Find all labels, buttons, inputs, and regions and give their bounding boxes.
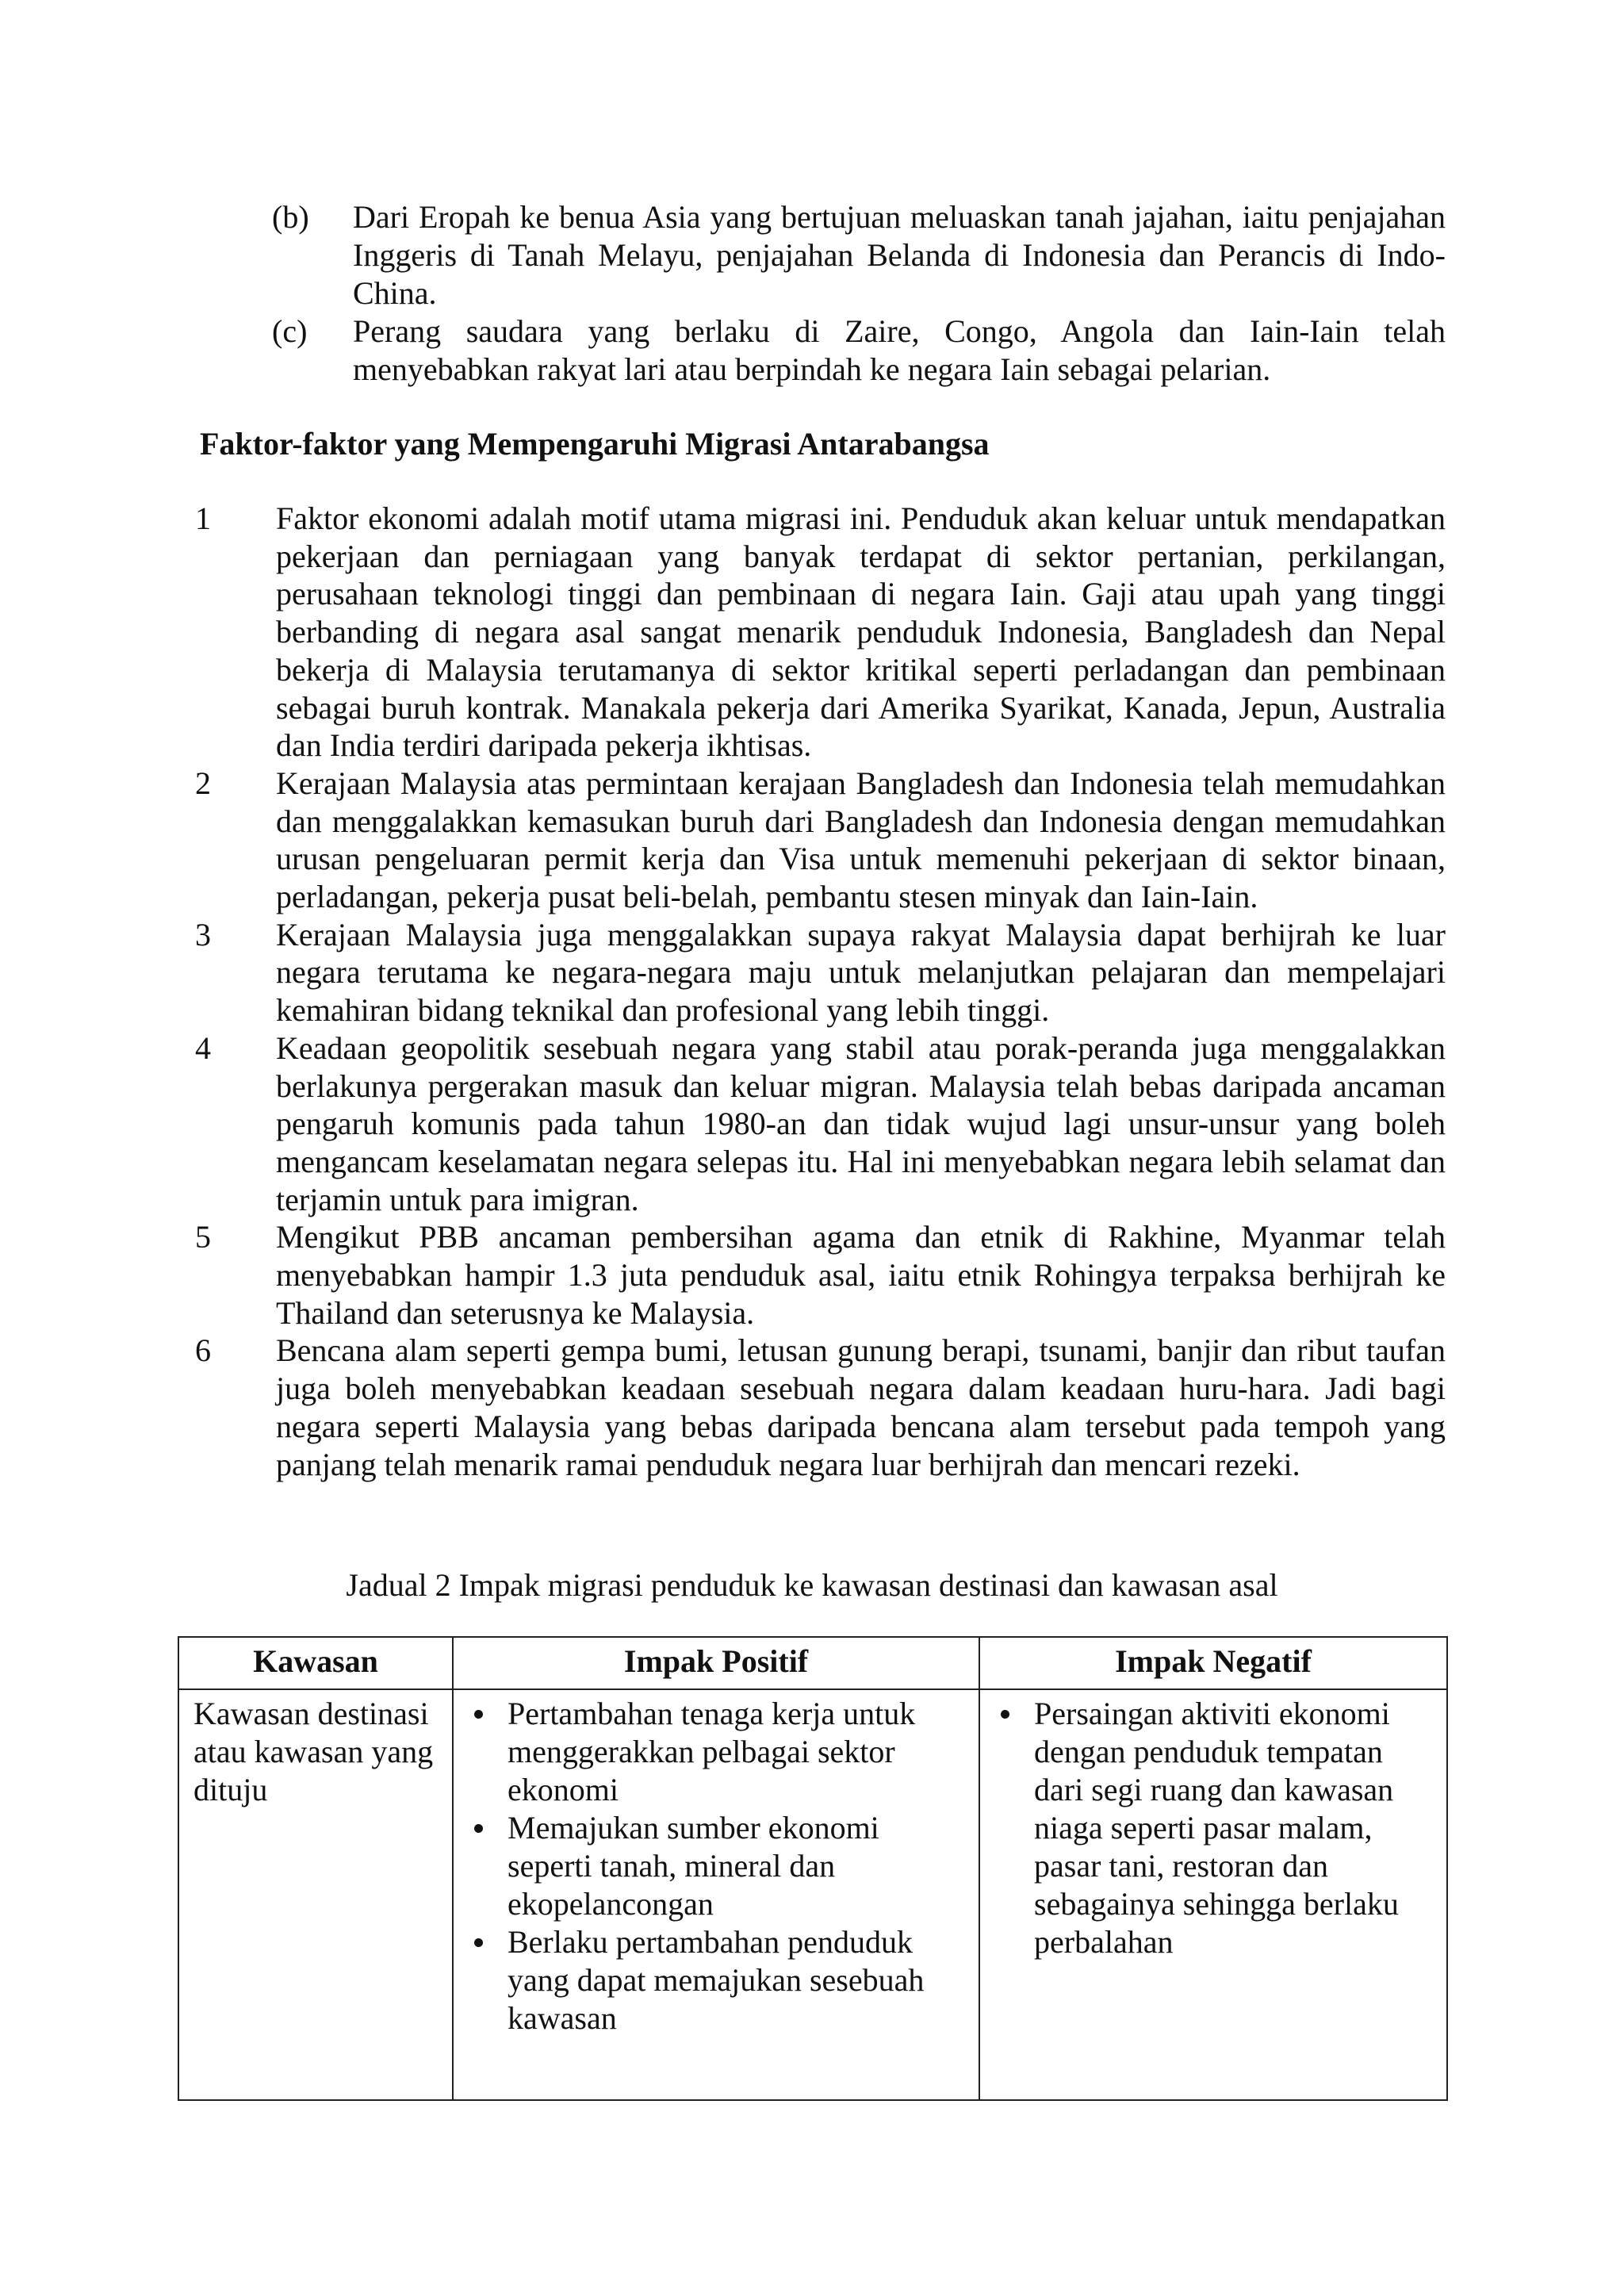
table-row bbox=[178, 1689, 1447, 2100]
list-text: Kerajaan Malaysia atas permintaan kerajaan Bangladesh dan Indonesia telah memudahkan dan menggalakkan kemasukan buruh dari Bangladesh dan Indonesia dengan memudahkan urusan pengeluaran permit kerja dan Visa untuk memenuhi pekerjaan di sektor binaan, perladangan, pekerja pusat beli-belah, pembantu stesen minyak dan Iain-Iain. bbox=[276, 765, 1446, 915]
list-number: 4 bbox=[195, 1029, 211, 1066]
table-caption: Jadual 2 Impak migrasi penduduk ke kawasan destinasi dan kawasan asal bbox=[346, 1567, 1278, 1603]
lettered-list bbox=[272, 198, 1446, 389]
impact-table bbox=[178, 1636, 1448, 2101]
list-text: Perang saudara yang berlaku di Zaire, Congo, Angola dan Iain-Iain telah menyebabkan rakyat lari atau berpindah ke negara Iain sebagai pelarian. bbox=[353, 313, 1446, 387]
list-number: 5 bbox=[195, 1219, 211, 1255]
lettered-item-c bbox=[272, 312, 1446, 389]
list-label: (b) bbox=[272, 199, 309, 235]
cell-kawasan: Kawasan destinasi atau kawasan yang dituju bbox=[178, 1689, 453, 2100]
list-text: Keadaan geopolitik sesebuah negara yang stabil atau porak-peranda juga menggalakkan berlakunya pergerakan masuk dan keluar migran. Malaysia telah bebas daripada ancaman pengaruh komunis pada tahun 1980-an dan tidak wujud lagi unsur-unsur yang boleh mengancam keselamatan negara selepas itu. Hal ini menyebabkan negara lebih selamat dan terjamin untuk para imigran. bbox=[276, 1029, 1446, 1217]
list-number: 1 bbox=[195, 500, 211, 536]
numbered-item-3 bbox=[195, 916, 1446, 1029]
numbered-item-5 bbox=[195, 1218, 1446, 1332]
negative-impact-list bbox=[994, 1695, 1435, 1961]
cell-impak-negatif bbox=[979, 1689, 1447, 2100]
header-kawasan: Kawasan bbox=[178, 1637, 453, 1689]
numbered-list bbox=[195, 500, 1446, 1483]
list-item: Berlaku pertambahan penduduk yang dapat memajukan sesebuah kawasan bbox=[468, 1923, 967, 2037]
list-item: Memajukan sumber ekonomi seperti tanah, mineral dan ekopelancongan bbox=[468, 1809, 967, 1923]
numbered-item-2 bbox=[195, 765, 1446, 916]
header-impak-positif: Impak Positif bbox=[453, 1637, 979, 1689]
list-number: 2 bbox=[195, 765, 211, 801]
list-label: (c) bbox=[272, 313, 308, 349]
list-text: Mengikut PBB ancaman pembersihan agama dan etnik di Rakhine, Myanmar telah menyebabkan hampir 1.3 juta penduduk asal, iaitu etnik Rohingya terpaksa berhijrah ke Thailand dan seterusnya ke Malaysia. bbox=[276, 1219, 1446, 1331]
list-number: 3 bbox=[195, 916, 211, 953]
numbered-item-4 bbox=[195, 1029, 1446, 1219]
list-text: Dari Eropah ke benua Asia yang bertujuan meluaskan tanah jajahan, iaitu penjajahan Inggeris di Tanah Melayu, penjajahan Belanda di Indonesia dan Perancis di Indo-China. bbox=[353, 199, 1446, 311]
table-header-row bbox=[178, 1637, 1447, 1689]
list-text: Faktor ekonomi adalah motif utama migrasi ini. Penduduk akan keluar untuk mendapatkan pekerjaan dan perniagaan yang banyak terdapat di sektor pertanian, perkilangan, perusahaan teknologi tinggi dan pembinaan di negara Iain. Gaji atau upah yang tinggi berbanding di negara asal sangat menarik penduduk Indonesia, Bangladesh dan Nepal bekerja di Malaysia terutamanya di sektor kritikal seperti perladangan dan pembinaan sebagai buruh kontrak. Manakala pekerja dari Amerika Syarikat, Kanada, Jepun, Australia dan India terdiri daripada pekerja ikhtisas. bbox=[276, 500, 1446, 764]
numbered-item-6 bbox=[195, 1332, 1446, 1483]
section-heading: Faktor-faktor yang Mempengaruhi Migrasi Antarabangsa bbox=[200, 426, 990, 462]
lettered-item-b bbox=[272, 198, 1446, 312]
list-text: Bencana alam seperti gempa bumi, letusan gunung berapi, tsunami, banjir dan ribut taufan juga boleh menyebabkan keadaan sesebuah negara dalam keadaan huru-hara. Jadi bagi negara seperti Malaysia yang bebas daripada bencana alam tersebut pada tempoh yang panjang telah menarik ramai penduduk negara luar berhijrah dan mencari rezeki. bbox=[276, 1332, 1446, 1482]
list-number: 6 bbox=[195, 1332, 211, 1369]
cell-impak-positif bbox=[453, 1689, 979, 2100]
list-item: Pertambahan tenaga kerja untuk menggerakkan pelbagai sektor ekonomi bbox=[468, 1695, 967, 1809]
numbered-item-1 bbox=[195, 500, 1446, 765]
list-text: Kerajaan Malaysia juga menggalakkan supaya rakyat Malaysia dapat berhijrah ke luar negara terutama ke negara-negara maju untuk melanjutkan pelajaran dan mempelajari kemahiran bidang teknikal dan profesional yang lebih tinggi. bbox=[276, 916, 1446, 1029]
header-impak-negatif: Impak Negatif bbox=[979, 1637, 1447, 1689]
positive-impact-list bbox=[468, 1695, 967, 2037]
list-item: Persaingan aktiviti ekonomi dengan penduduk tempatan dari segi ruang dan kawasan niaga seperti pasar malam, pasar tani, restoran dan sebagainya sehingga berlaku perbalahan bbox=[994, 1695, 1435, 1961]
